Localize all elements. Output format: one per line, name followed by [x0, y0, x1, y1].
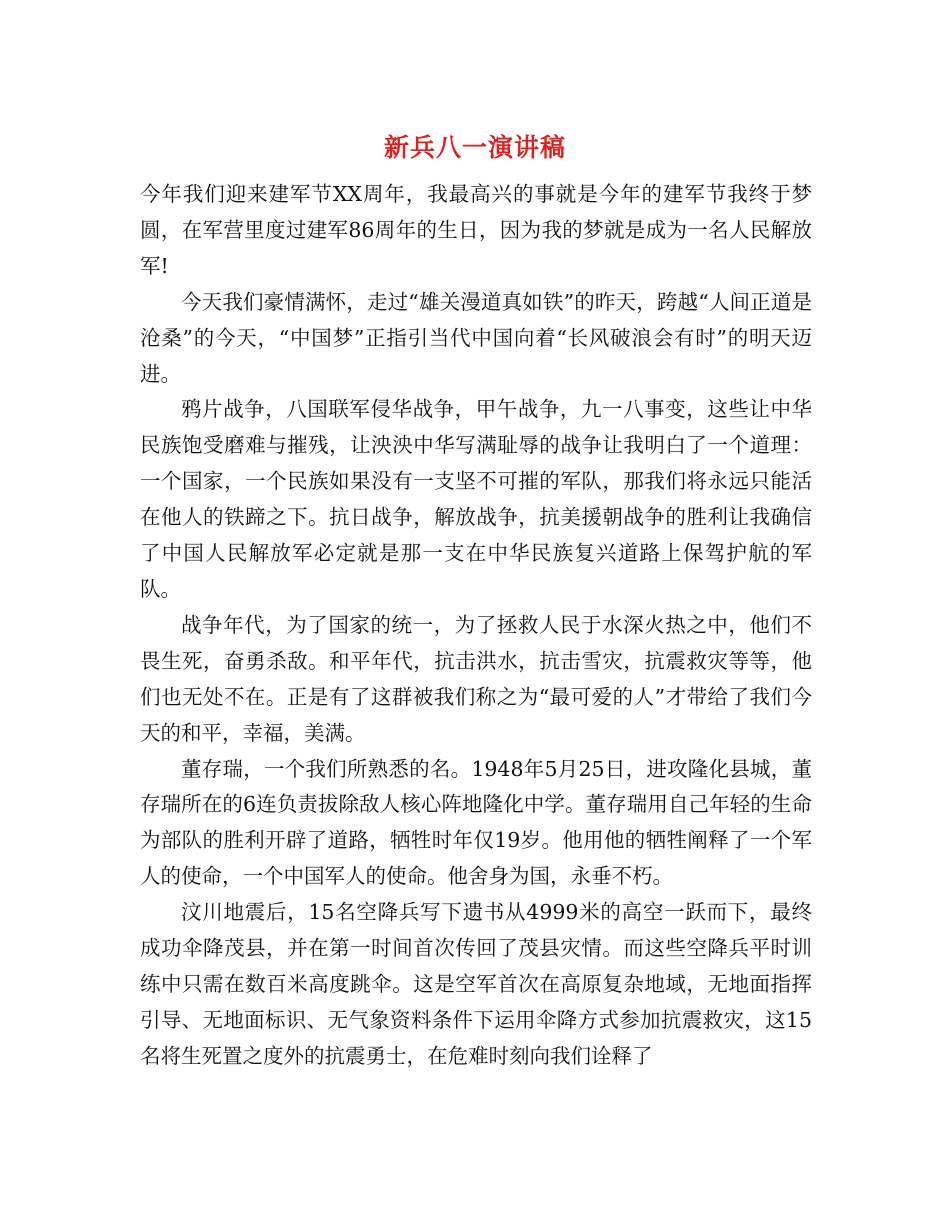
paragraph-3: 鸦片战争，八国联军侵华战争，甲午战争，九一八事变，这些让中华民族饱受磨难与摧残，让泱泱中华写满耻辱的战争让我明白了一个道理：一个国家，一个民族如果没有一支坚不可摧的军队，那我们将永远只能活在他人的铁蹄之下。抗日战争，解放战争，抗美援朝战争的胜利让我确信了中国人民解放军必定就是那一支在中华民族复兴道路上保驾护航的军队。 [140, 397, 812, 601]
paragraph-2: 今天我们豪情满怀，走过“雄关漫道真如铁”的昨天，跨越“人间正道是沧桑”的今天，“中国梦”正指引当代中国向着“长风破浪会有时”的明天迈进。 [140, 289, 812, 386]
document-body [140, 177, 812, 1075]
paragraph-4: 战争年代，为了国家的统一，为了拯救人民于水深火热之中，他们不畏生死，奋勇杀敌。和平年代，抗击洪水，抗击雪灾，抗震救灾等等，他们也无处不在。正是有了这群被我们称之为“最可爱的人”才带给了我们今天的和平，幸福，美满。 [140, 612, 812, 745]
paragraph-5: 董存瑞，一个我们所熟悉的名。1948年5月25日，进攻隆化县城，董存瑞所在的6连负责拔除敌人核心阵地隆化中学。董存瑞用自己年轻的生命为部队的胜利开辟了道路，牺牲时年仅19岁。他用他的牺牲阐释了一个军人的使命，一个中国军人的使命。他舍身为国，永垂不朽。 [140, 756, 812, 889]
paragraph-6: 汶川地震后，15名空降兵写下遗书从4999米的高空一跃而下，最终成功伞降茂县，并在第一时间首次传回了茂县灾情。而这些空降兵平时训练中只需在数百米高度跳伞。这是空军首次在高原复杂地域，无地面指挥引导、无地面标识、无气象资料条件下运用伞降方式参加抗震救灾，这15名将生死置之度外的抗震勇士，在危难时刻向我们诠释了 [140, 900, 812, 1068]
paragraph-1: 今年我们迎来建军节XX周年，我最高兴的事就是今年的建军节我终于梦圆，在军营里度过建军86周年的生日，因为我的梦就是成为一名人民解放军! [140, 182, 812, 278]
document-title: 新兵八一演讲稿 [383, 133, 566, 162]
